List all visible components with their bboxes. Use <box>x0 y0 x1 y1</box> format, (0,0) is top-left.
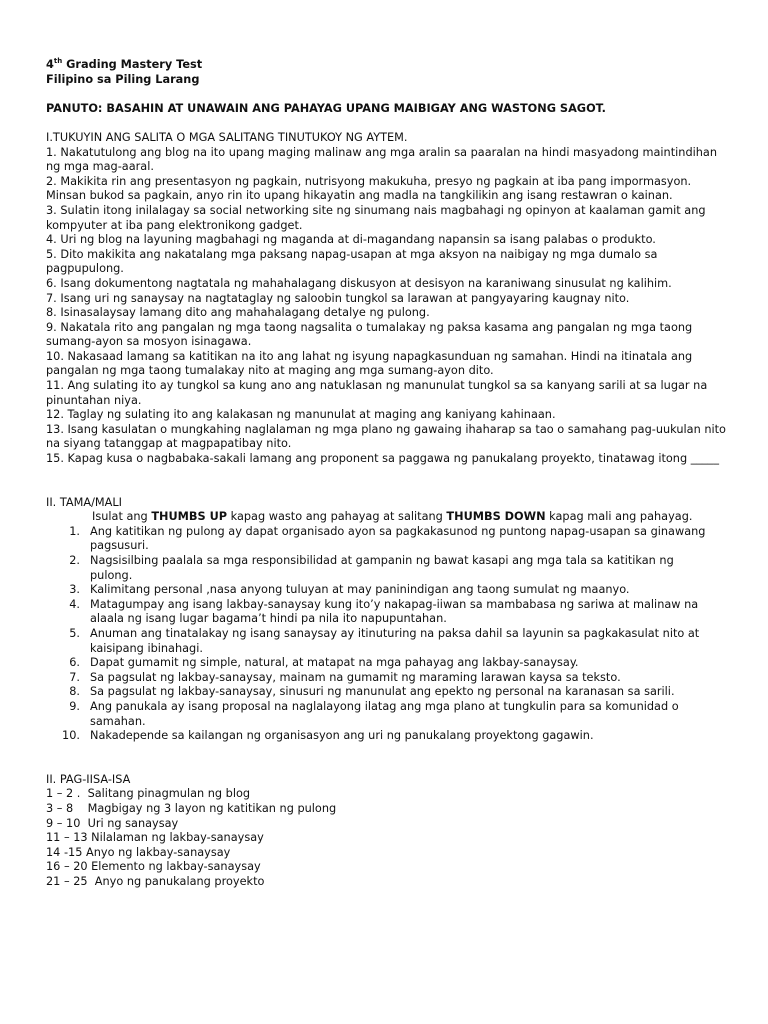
part2-item-text: Ang panukala ay isang proposal na naglalayong ilatag ang mga plano at tungkulin para sa komunidad o samahan. <box>90 699 679 728</box>
part2-item-text: Nakadepende sa kailangan ng organisasyon ang uri ng panukalang proyektong gagawin. <box>90 729 594 743</box>
part3-item: 21 – 25 Anyo ng panukalang proyekto <box>46 874 265 888</box>
part1-item: 5. Dito makikita ang nakatalang mga paksang napag-usapan at mga aksyon na naibigay ng mga dumalo sa pagpupulong. <box>46 247 658 276</box>
part3-item: 11 – 13 Nilalaman ng lakbay-sanaysay <box>46 831 264 845</box>
spacer <box>46 87 726 102</box>
part3-item: 1 – 2 . Salitang pinagmulan ng blog <box>46 787 251 801</box>
part2-item-text: Kalimitang personal ,nasa anyong tuluyan at may paninindigan ang taong sumulat ng maanyo. <box>90 583 630 597</box>
subject-title: Filipino sa Piling Larang <box>46 72 200 86</box>
part2-item-text: Sa pagsulat ng lakbay-sanaysay, sinusuri ng manunulat ang epekto ng personal na karanasan sa sarili. <box>90 685 675 699</box>
part2-item-text: Matagumpay ang isang lakbay-sanaysay kung ito’y nakapag-iiwan sa mambabasa ng sariwa at malinaw na alaala ng isang lugar bagama’t hindi pa nila ito napupuntahan. <box>90 597 699 626</box>
part2-item-number: 8. <box>69 685 80 699</box>
part2-item <box>46 656 726 671</box>
part2-item-number: 7. <box>69 670 80 684</box>
part2-item <box>46 700 726 729</box>
part2-item <box>46 554 726 583</box>
part1-list <box>46 146 726 467</box>
part2-instruction <box>46 510 726 525</box>
grade-number: 4 <box>46 58 54 71</box>
grade-title-rest: Grading Mastery Test <box>62 58 203 71</box>
part2-item <box>46 525 726 554</box>
part2-item <box>46 598 726 627</box>
part1-item: 6. Isang dokumentong nagtatala ng mahahalagang diskusyon at desisyon na karaniwang sinusulat ng kalihim. <box>46 276 672 290</box>
instruction-text: kapag mali ang pahayag. <box>545 510 693 524</box>
part2-list <box>46 525 726 744</box>
part1-item: 3. Sulatin itong inilalagay sa social networking site ng sinumang nais magbahagi ng opinyon at kaalaman gamit ang kompyuter at iba pang elektronikong gadget. <box>46 203 706 232</box>
directions: PANUTO: BASAHIN AT UNAWAIN ANG PAHAYAG UPANG MAIBIGAY ANG WASTONG SAGOT. <box>46 101 606 115</box>
part2-item-number: 4. <box>69 597 80 611</box>
test-title <box>46 58 726 73</box>
part2-title: II. TAMA/MALI <box>46 495 122 509</box>
part3-item: 3 – 8 Magbigay ng 3 layon ng katitikan ng pulong <box>46 801 337 815</box>
grade-superscript: th <box>53 57 63 66</box>
part2-item <box>46 627 726 656</box>
spacer <box>46 116 726 131</box>
part1-item: 10. Nakasaad lamang sa katitikan na ito ang lahat ng isyung napagkasunduan ng samahan. Hindi na itinatala ang pangalan ng mga taong tumalakay nito at maging ang mga sumang-ayon dito. <box>46 349 693 378</box>
instruction-text: kapag wasto ang pahayag at salitang <box>227 510 447 524</box>
part2-item-number: 3. <box>69 583 80 597</box>
part2-item-number: 9. <box>69 699 80 713</box>
part1-item: 2. Makikita rin ang presentasyon ng pagkain, nutrisyong makukuha, presyo ng pagkain at iba pang impormasyon. Minsan bukod sa pagkain, anyo rin ito upang hikayatin ang madla na tangkilikin ang isang restawran o kainan. <box>46 174 692 203</box>
part2-item-text: Dapat gumamit ng simple, natural, at matapat na mga pahayag ang lakbay-sanaysay. <box>90 656 579 670</box>
part3-item: 16 – 20 Elemento ng lakbay-sanaysay <box>46 860 261 874</box>
part3-list <box>46 787 726 889</box>
part1-item: 1. Nakatutulong ang blog na ito upang maging malinaw ang mga aralin sa paaralan na hindi masyadong maintindihan ng mga mag-aaral. <box>46 145 717 174</box>
instruction-thumbs-down: THUMBS DOWN <box>446 510 546 524</box>
part1-item: 15. Kapag kusa o nagbabaka-sakali lamang ang proponent sa paggawa ng panukalang proyekto, tinatawag itong _____ <box>46 452 719 466</box>
part1-item: 11. Ang sulating ito ay tungkol sa kung ano ang natuklasan ng manunulat tungkol sa sa kanyang sarili at sa lugar na pinuntahan niya. <box>46 379 708 407</box>
spacer <box>46 467 726 496</box>
instruction-text: Isulat ang <box>92 510 152 524</box>
part2-item-number: 10. <box>62 729 80 743</box>
part1-item: 9. Nakatala rito ang pangalan ng mga taong nagsalita o tumalakay ng paksa kasama ang pangalan ng mga taong sumang-ayon sa mosyon isinagawa. <box>46 320 693 349</box>
instruction-thumbs-up: THUMBS UP <box>151 510 228 524</box>
part1-item: 12. Taglay ng sulating ito ang kalakasan ng manunulat at maging ang kaniyang kahinaan. <box>46 408 556 422</box>
part2-item-text: Ang katitikan ng pulong ay dapat organisado ayon sa pagkakasunod ng puntong napag-usapan sa ginawang pagsusuri. <box>90 524 706 553</box>
part2-item-number: 6. <box>69 656 80 670</box>
part2-item <box>46 729 726 744</box>
part2-item-text: Sa pagsulat ng lakbay-sanaysay, mainam na gumamit ng maraming larawan kaysa sa teksto. <box>90 670 621 684</box>
part1-item: 4. Uri ng blog na layuning magbahagi ng maganda at di-magandang napansin sa isang palabas o produkto. <box>46 233 656 247</box>
part2-item <box>46 685 726 700</box>
part2-item-text: Anuman ang tinatalakay ng isang sanaysay ay itinuturing na paksa dahil sa layunin sa pagkakasulat nito at kaisipang ibinahagi. <box>90 626 700 655</box>
part2-item-text: Nagsisilbing paalala sa mga responsibilidad at gampanin ng bawat kasapi ang mga tala sa katitikan ng pulong. <box>90 554 674 582</box>
part1-item: 13. Isang kasulatan o mungkahing naglalaman ng mga plano ng gawaing ihaharap sa tao o samahang pag-uukulan nito na siyang tatanggap at magpapatibay nito. <box>46 422 726 451</box>
part1-item: 7. Isang uri ng sanaysay na nagtataglay ng saloobin tungkol sa larawan at pangyayaring kaugnay nito. <box>46 291 630 305</box>
part3-title: II. PAG-IISA-ISA <box>46 772 131 786</box>
part2-item-number: 5. <box>69 626 80 640</box>
part3-item: 14 -15 Anyo ng lakbay-sanaysay <box>46 845 231 859</box>
part3-item: 9 – 10 Uri ng sanaysay <box>46 816 179 830</box>
part1-title: I.TUKUYIN ANG SALITA O MGA SALITANG TINUTUKOY NG AYTEM. <box>46 130 408 144</box>
part2-item-number: 1. <box>69 524 80 538</box>
part2-item <box>46 583 726 598</box>
spacer <box>46 744 726 773</box>
document-page <box>46 58 726 889</box>
part2-item-number: 2. <box>69 554 80 567</box>
part1-item: 8. Isinasalaysay lamang dito ang mahahalagang detalye ng pulong. <box>46 306 430 320</box>
part2-item <box>46 671 726 686</box>
